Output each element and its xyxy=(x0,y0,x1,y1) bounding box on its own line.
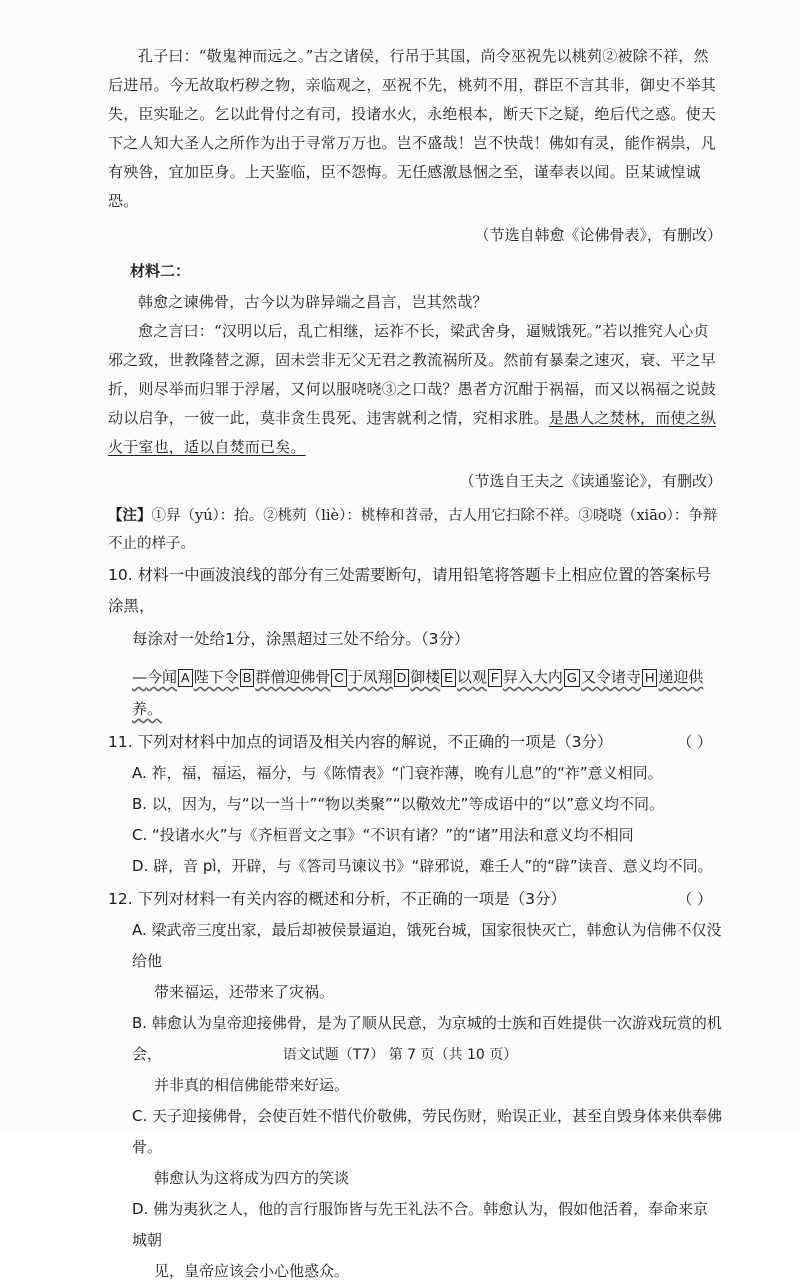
question-12-option-c: C. 天子迎接佛骨，会使百姓不惜代价敬佛，劳民伤财，贻误正业，甚至自毁身体来供奉佛骨。 xyxy=(132,1107,723,1156)
question-10-segment-line xyxy=(108,661,722,725)
question-12-option-b-cont: 并非真的相信佛能带来好运。 xyxy=(154,1076,350,1094)
segment-9: 递迎供养。 xyxy=(132,668,704,718)
question-11-option-c: C. “投诸水火”与《齐桓晋文之事》“不识有诸？”的“诸”用法和意义均不相同 xyxy=(132,826,634,844)
break-label-g[interactable]: G xyxy=(564,669,580,687)
question-12-option-a: A. 梁武帝三度出家，最后却被侯景逼迫，饿死台城，国家很快灭亡，韩愈认为信佛不仅没给他 xyxy=(132,921,722,970)
segment-4: 于凤翔 xyxy=(347,668,393,686)
segment-3: 群僧迎佛骨 xyxy=(255,668,331,686)
segment-1: 今闻 xyxy=(147,668,178,686)
segment-8: 又令诸寺 xyxy=(580,668,641,686)
material2-underlined-sentence: 是愚人之焚林，而使之纵火于室也，适以自焚而已矣。 xyxy=(108,409,717,456)
question-10-stem: 10. 材料一中画波浪线的部分有三处需要断句，请用铅笔将答题卡上相应位置的答案标号涂黑， xyxy=(108,566,712,615)
question-11-option-b: B. 以，因为，与“以一当十”“物以类聚”“以儆效尤”等成语中的“以”意义均不同。 xyxy=(132,795,664,813)
material1-paragraph: 孔子曰：“敬鬼神而远之。”古之诸侯，行吊于其国，尚令巫祝先以桃茢②被除不祥，然后进吊。今无故取朽秽之物，亲临观之，巫祝不先，桃茢不用，群臣不言其非，御史不举其失，臣实耻之。乞以此骨付之有司，投诸水火，永绝根本，断天下之疑，绝后代之惑。使天下之人知大圣人之所作为出于寻常万万也。岂不盛哉！岂不快哉！佛如有灵，能作祸祟，凡有殃咎，宜加臣身。上天鉴临，臣不怨悔。无任感激恳悃之至，谨奉表以闻。臣某诚惶诚恐。 xyxy=(108,47,717,210)
segment-7: 舁入大内 xyxy=(502,668,563,686)
material2-paragraph-2-text: 愈之言曰：“汉明以后，乱亡相继，运祚不长，梁武舍身，逼贼饿死。”若以推究人心贞邪之致，世教隆替之源，固未尝非无父无君之教流祸所及。然前有暴秦之速灭，衰、平之早折，则尽举而归罪于浮屠，又何以服哓哓③之口哉？愚者方沉酣于祸福，而又以祸福之说鼓动以启争，一彼一此，莫非贪生畏死、违害就利之情，究相求胜。 xyxy=(108,322,717,427)
segment-2: 陛下令 xyxy=(193,668,239,686)
segment-6: 以观 xyxy=(456,668,487,686)
annotation-label: 【注】 xyxy=(108,507,152,524)
question-11-row xyxy=(108,727,722,758)
break-label-h[interactable]: H xyxy=(642,669,657,687)
break-label-b[interactable]: B xyxy=(240,669,255,687)
annotation-note xyxy=(108,502,722,558)
question-12-option-d-cont: 见，皇帝应该会小心他惑众。 xyxy=(154,1262,350,1280)
question-11-stem: 11. 下列对材料中加点的词语及相关内容的解说，不正确的一项是（3分） xyxy=(108,733,613,751)
question-12-option-b: B. 韩愈认为皇帝迎接佛骨，是为了顺从民意，为京城的士族和百姓提供一次游戏玩赏的机会， xyxy=(132,1014,722,1063)
question-11-answer-paren[interactable]: （ ） xyxy=(677,733,712,751)
material2-source: （节选自王夫之《读通鉴论》，有删改） xyxy=(459,472,722,490)
material2-paragraph-1: 韩愈之谏佛骨，古今以为辟异端之昌言，岂其然哉？ xyxy=(138,293,488,311)
question-12-option-a-cont: 带来福运，还带来了灾祸。 xyxy=(154,983,335,1001)
question-11-option-a: A. 祚，福，福运，福分，与《陈情表》“门衰祚薄，晚有儿息”的“祚”意义相同。 xyxy=(132,764,663,782)
question-12-option-d: D. 佛为夷狄之人，他的言行服饰皆与先王礼法不合。韩愈认为，假如他活着，奉命来京城朝 xyxy=(132,1200,709,1249)
material2-heading: 材料二： xyxy=(130,262,191,280)
break-label-c[interactable]: C xyxy=(331,669,346,687)
question-11-option-d: D. 辟，音 pì，开辟，与《答司马谏议书》“辟邪说，难壬人”的“辟”读音、意义均不同。 xyxy=(132,857,713,875)
question-12-row xyxy=(108,884,722,915)
material1-source: （节选自韩愈《论佛骨表》，有删改） xyxy=(474,226,722,244)
break-label-a[interactable]: A xyxy=(178,669,193,687)
segment-5: 御楼 xyxy=(410,668,441,686)
break-label-e[interactable]: E xyxy=(441,669,456,687)
question-12-option-c-cont: 韩愈认为这将成为四方的笑谈 xyxy=(154,1169,350,1187)
material2-paragraph-2 xyxy=(108,317,722,462)
annotation-text: ①舁（yú）：抬。②桃茢（liè）：桃棒和苕帚，古人用它扫除不祥。③哓哓（xiāo）：争辩不止的样子。 xyxy=(108,508,718,552)
question-12-stem: 12. 下列对材料一有关内容的概述和分析，不正确的一项是（3分） xyxy=(108,890,566,908)
page-footer: 语文试题（T7） 第 7 页（共 10 页） xyxy=(282,1047,518,1063)
break-label-d[interactable]: D xyxy=(394,669,409,687)
segment-lead: — xyxy=(132,668,147,686)
break-label-f[interactable]: F xyxy=(488,669,502,687)
question-10-stem-cont: 每涂对一处给1分，涂黑超过三处不给分。（3分） xyxy=(132,630,470,648)
question-12-answer-paren[interactable]: （ ） xyxy=(677,890,712,908)
